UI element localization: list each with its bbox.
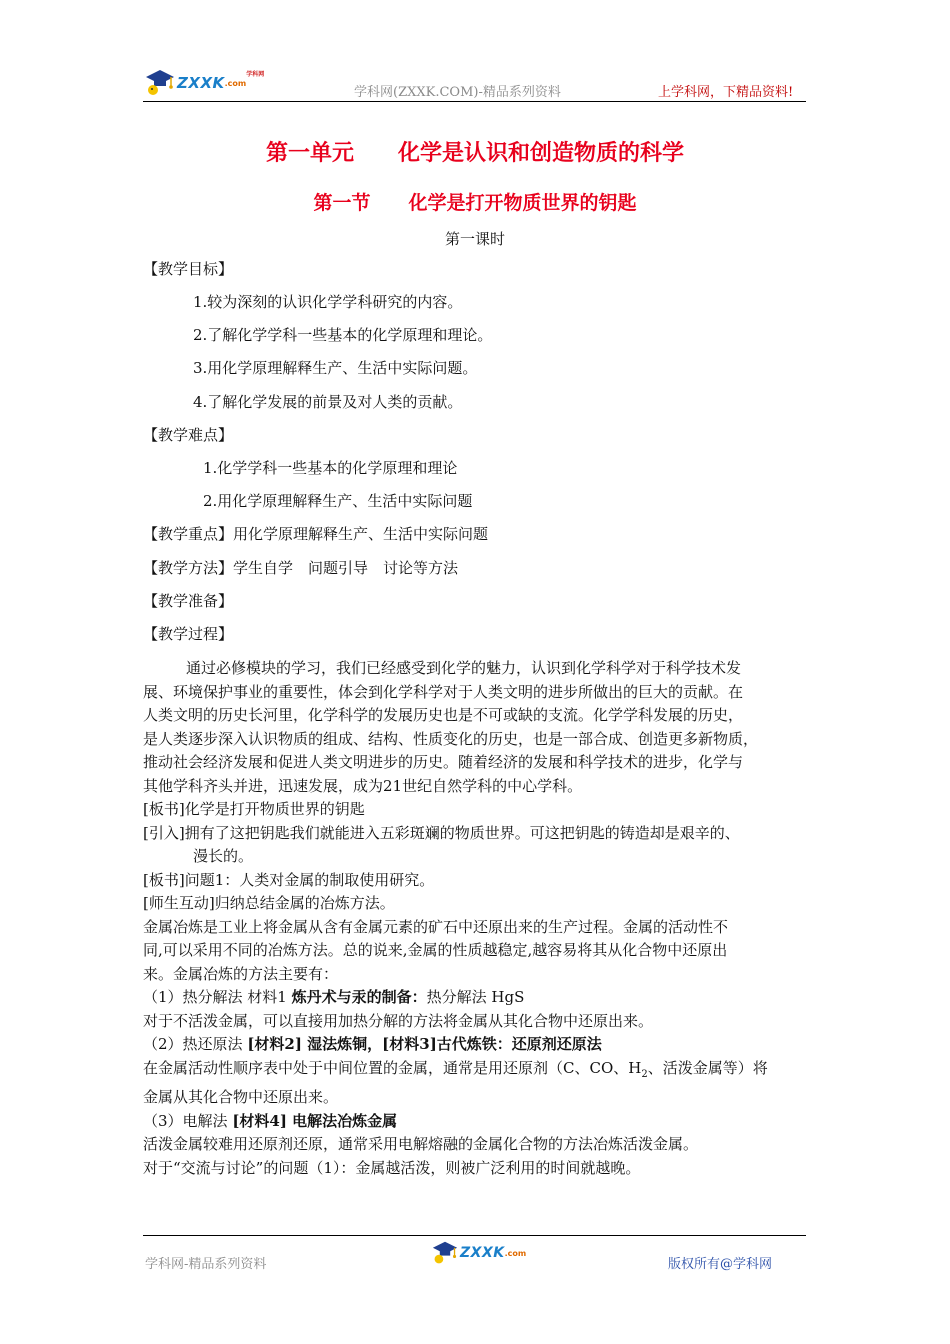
interaction-line: [师生互动]归纳总结金属的冶炼方法。 — [143, 894, 395, 912]
method-label: （2）热还原法 — [143, 1035, 248, 1053]
material-title: [材料4] 电解法冶炼金属 — [232, 1111, 398, 1130]
method-desc: 金属从其化合物中还原出来。 — [143, 1088, 339, 1106]
goals-heading: 【教学目标】 — [143, 260, 234, 278]
discussion-line: 对于“交流与讨论”的问题（1）：金属越活泼，则被广泛利用的时间就越晚。 — [143, 1158, 641, 1177]
logo-suffix: .com — [224, 78, 247, 88]
paragraph-line: 同,可以采用不同的冶炼方法。总的说来,金属的性质越稳定,越容易将其从化合物中还原出 — [143, 941, 728, 959]
section-title: 第一节 化学是打开物质世界的钥匙 — [313, 192, 637, 214]
goal-item: 3.用化学原理解释生产、生活中实际问题。 — [193, 359, 478, 377]
paragraph-line: 是人类逐步深入认识物质的组成、结构、性质变化的历史，也是一部合成、创造更多新物质， — [143, 729, 759, 748]
method-desc: 对于不活泼金属，可以直接用加热分解的方法将金属从其化合物中还原出来。 — [143, 1011, 654, 1030]
lesson-label: 第一课时 — [444, 230, 505, 248]
intro-line: [引入]拥有了这把钥匙我们就能进入五彩斑斓的物质世界。可这把钥匙的铸造却是艰辛的、 — [143, 823, 740, 842]
preparation-heading: 【教学准备】 — [143, 592, 234, 610]
paragraph-line: 推动社会经济发展和促进人类文明进步的历史。随着经济的发展和科学技术的进步，化学与 — [143, 753, 744, 771]
board-note: [板书]问题1：人类对金属的制取使用研究。 — [143, 870, 435, 889]
goal-item: 2.了解化学学科一些基本的化学原理和理论。 — [193, 326, 493, 344]
method-label: （1）热分解法 材料1 — [143, 988, 292, 1006]
difficulty-item: 1.化学学科一些基本的化学原理和理论 — [203, 459, 458, 477]
method-item — [143, 1110, 813, 1134]
goal-item: 4.了解化学发展的前景及对人类的贡献。 — [193, 393, 463, 411]
paragraph-line: 通过必修模块的学习，我们已经感受到化学的魅力，认识到化学科学对于科学技术发 — [186, 659, 742, 677]
paragraph-line: 来。金属冶炼的方法主要有： — [143, 964, 339, 983]
header-slogan: 上学科网，下精品资料! — [658, 85, 794, 100]
difficulty-item: 2.用化学原理解释生产、生活中实际问题 — [203, 492, 473, 510]
footer-logo[interactable] — [430, 1240, 526, 1266]
paragraph-line: 其他学科齐头并进，迅速发展，成为21世纪自然学科的中心学科。 — [143, 776, 583, 795]
footer-left-text: 学科网-精品系列资料 — [145, 1257, 267, 1272]
process-body — [143, 657, 813, 1180]
intro-line: 漫长的。 — [193, 847, 254, 865]
graduation-cap-icon — [143, 68, 177, 98]
method-item — [143, 986, 813, 1010]
logo-badge: 学科网 — [246, 70, 265, 78]
method-label: （3）电解法 — [143, 1111, 233, 1130]
logo-text: ZXXK — [177, 74, 225, 92]
difficulties-heading: 【教学难点】 — [143, 426, 234, 444]
graduation-cap-icon — [430, 1240, 460, 1266]
logo-text: ZXXK — [460, 1245, 505, 1261]
header-center-text: 学科网(ZXXK.COM)-精品系列资料 — [354, 85, 561, 100]
method-desc: 在金属活动性顺序表中处于中间位置的金属，通常是用还原剂（C、CO、$H_2$、活泼金属等）将 — [143, 1058, 768, 1080]
header-logo[interactable] — [143, 68, 264, 98]
paragraph-line: 人类文明的历史长河里，化学科学的发展历史也是不可或缺的支流。化学学科发展的历史， — [143, 706, 744, 724]
paragraph-line: 展、环境保护事业的重要性，体会到化学科学对于人类文明的进步所做出的巨大的贡献。在 — [143, 682, 744, 701]
unit-title: 第一单元 化学是认识和创造物质的科学 — [265, 140, 684, 166]
footer-divider — [143, 1235, 806, 1236]
material-title: 炼丹术与汞的制备： — [291, 988, 427, 1006]
material-title: [材料2] 湿法炼铜，[材料3]古代炼铁：还原剂还原法 — [247, 1035, 602, 1053]
logo-suffix: .com — [504, 1248, 527, 1258]
paragraph-line: 金属冶炼是工业上将金属从含有金属元素的矿石中还原出来的生产过程。金属的活动性不 — [143, 917, 729, 936]
header-divider — [143, 101, 806, 102]
method-item — [143, 1033, 813, 1057]
keypoints-line: 【教学重点】用化学原理解释生产、生活中实际问题 — [143, 525, 489, 543]
goal-item: 1.较为深刻的认识化学学科研究的内容。 — [193, 293, 463, 311]
process-heading: 【教学过程】 — [143, 625, 234, 643]
footer-copyright: 版权所有@学科网 — [668, 1257, 773, 1272]
method-desc: 活泼金属较难用还原剂还原，通常采用电解熔融的金属化合物的方法冶炼活泼金属。 — [143, 1135, 699, 1153]
board-note: [板书]化学是打开物质世界的钥匙 — [143, 800, 365, 818]
method-detail: 热分解法 HgS — [426, 988, 525, 1006]
methods-line: 【教学方法】学生自学 问题引导 讨论等方法 — [143, 559, 459, 577]
